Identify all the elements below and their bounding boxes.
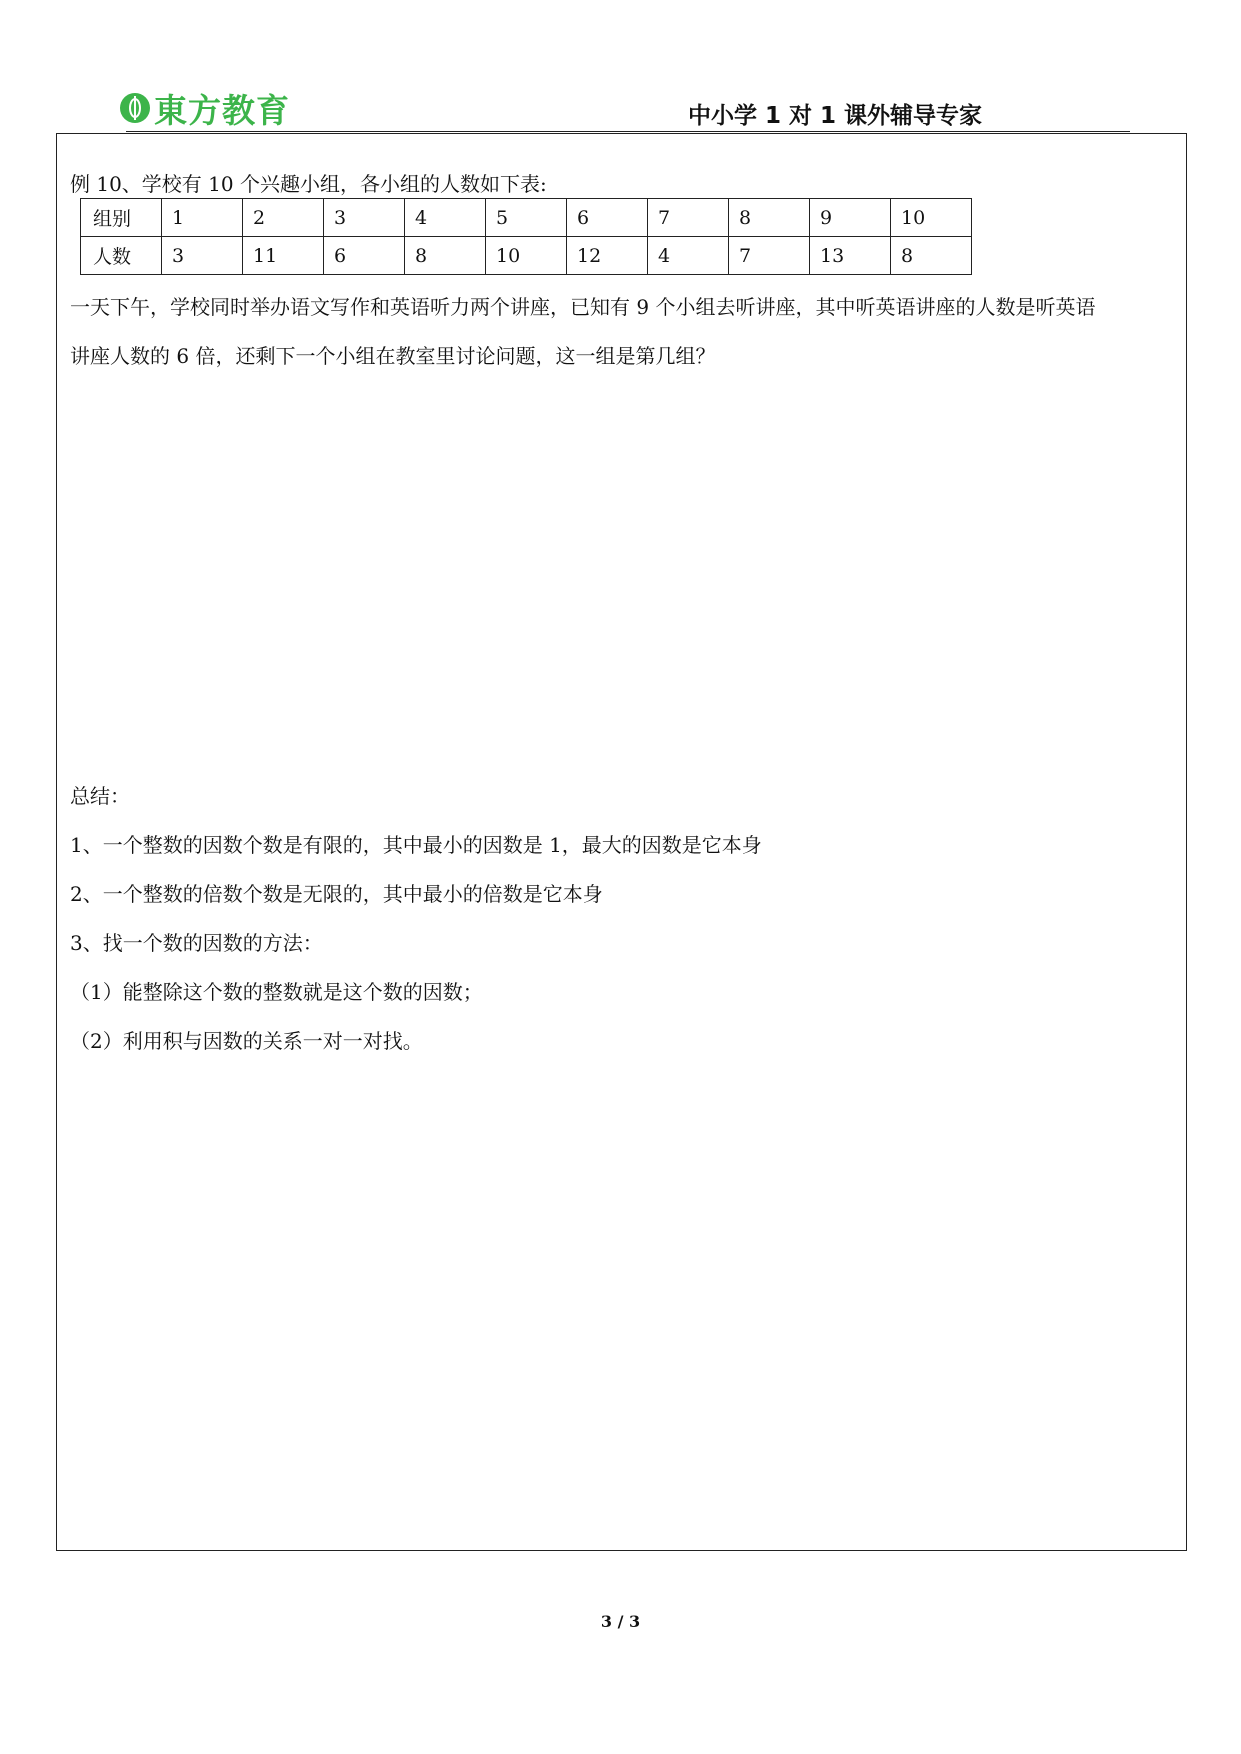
summary-point: 2、一个整数的倍数个数是无限的，其中最小的倍数是它本身 [70, 882, 603, 906]
table-cell: 6 [324, 237, 405, 275]
table-cell: 9 [810, 199, 891, 237]
table-cell: 5 [486, 199, 567, 237]
table-cell: 10 [891, 199, 972, 237]
logo-text: 東方教育 [154, 90, 290, 130]
table-cell: 4 [648, 237, 729, 275]
table-cell: 12 [567, 237, 648, 275]
table-row-groups [81, 199, 972, 237]
logo-icon [120, 93, 150, 123]
row-label-groups: 组别 [81, 199, 162, 237]
page-number: 3 / 3 [600, 1612, 641, 1631]
table-cell: 6 [567, 199, 648, 237]
table-cell: 11 [243, 237, 324, 275]
table-cell: 10 [486, 237, 567, 275]
header-slogan: 中小学 1 对 1 课外辅导专家 [688, 103, 983, 129]
page-header [0, 0, 1241, 140]
table-cell: 1 [162, 199, 243, 237]
header-divider [126, 131, 1130, 132]
example-intro: 例 10、学校有 10 个兴趣小组，各小组的人数如下表: [70, 172, 547, 196]
row-label-counts: 人数 [81, 237, 162, 275]
brand-logo [120, 88, 290, 128]
question-line-2: 讲座人数的 6 倍，还剩下一个小组在教室里讨论问题，这一组是第几组？ [70, 344, 716, 368]
table-cell: 2 [243, 199, 324, 237]
table-cell: 8 [729, 199, 810, 237]
table-cell: 4 [405, 199, 486, 237]
table-cell: 8 [405, 237, 486, 275]
summary-point: （1）能整除这个数的整数就是这个数的因数； [70, 980, 483, 1004]
summary-point: （2）利用积与因数的关系一对一对找。 [70, 1029, 423, 1053]
summary-point: 3、找一个数的因数的方法： [70, 931, 323, 955]
table-row-counts [81, 237, 972, 275]
table-cell: 3 [162, 237, 243, 275]
summary-title: 总结： [70, 784, 130, 808]
table-cell: 7 [729, 237, 810, 275]
group-size-table [80, 198, 972, 275]
summary-point: 1、一个整数的因数个数是有限的，其中最小的因数是 1，最大的因数是它本身 [70, 833, 762, 857]
table-cell: 3 [324, 199, 405, 237]
table-cell: 8 [891, 237, 972, 275]
table-cell: 13 [810, 237, 891, 275]
table-cell: 7 [648, 199, 729, 237]
question-line-1: 一天下午，学校同时举办语文写作和英语听力两个讲座，已知有 9 个小组去听讲座，其中听英语讲座的人数是听英语 [70, 295, 1096, 319]
